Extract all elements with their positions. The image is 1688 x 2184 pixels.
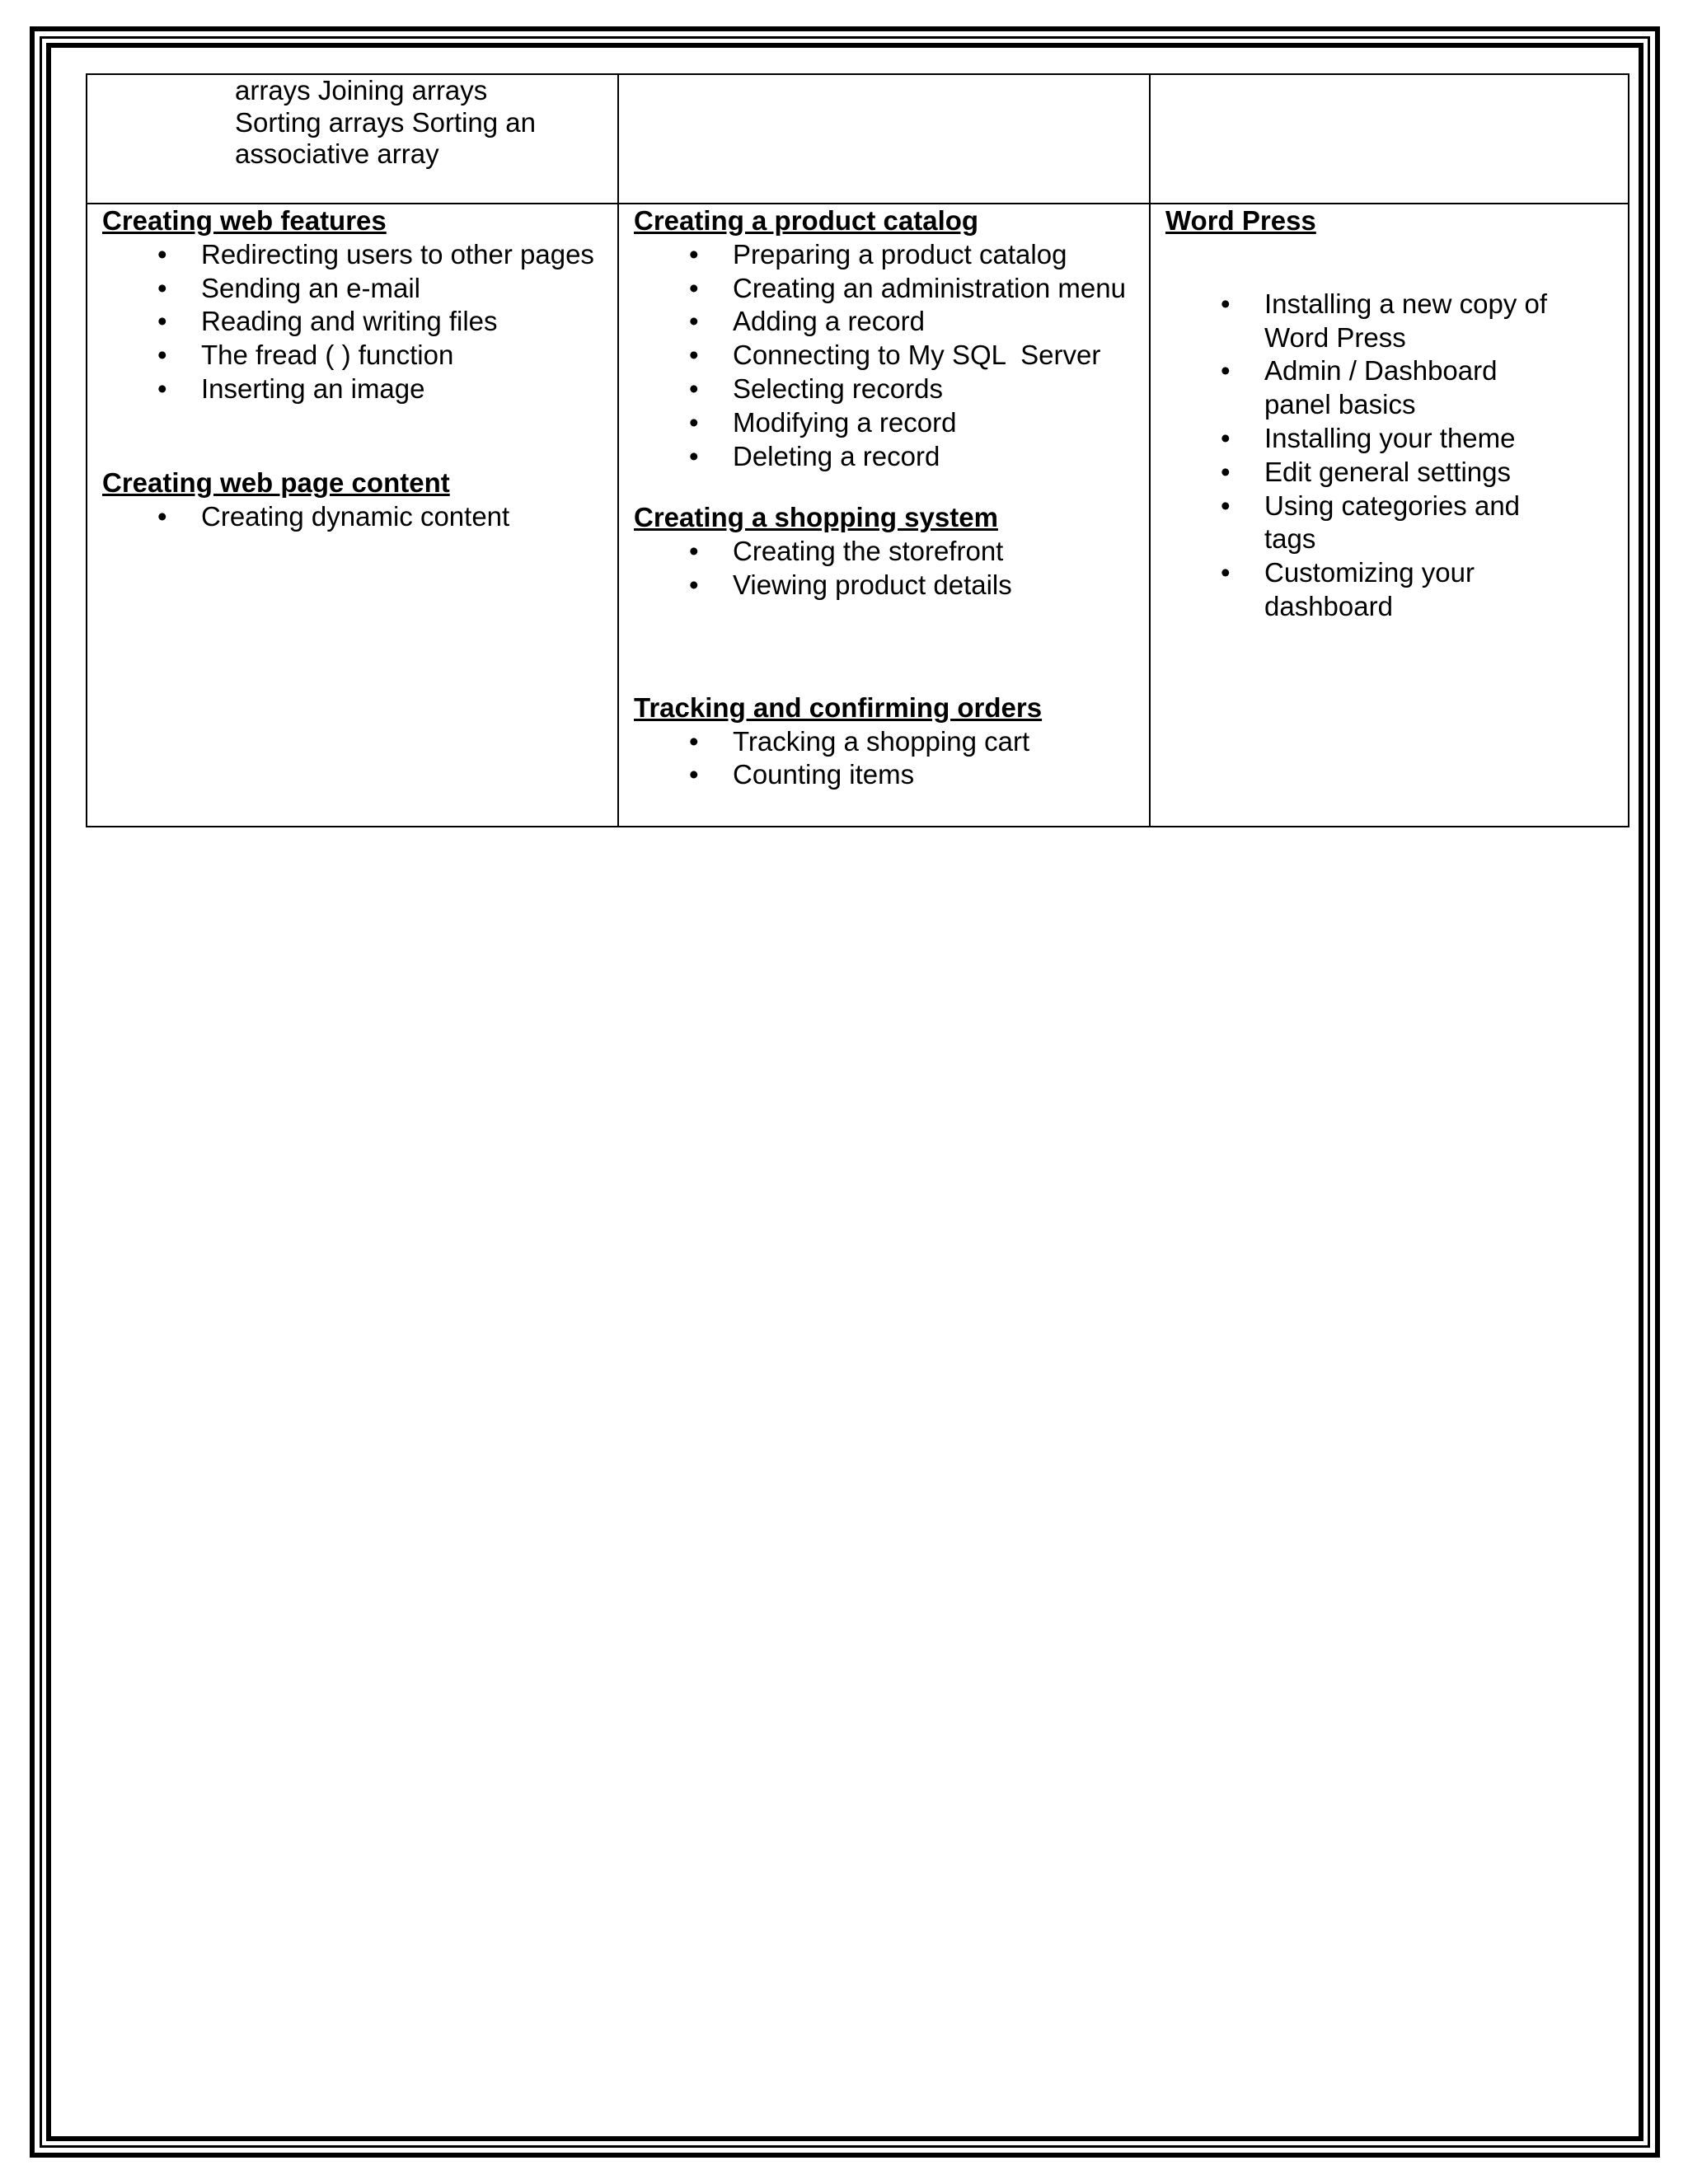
table-cell-empty [1150, 74, 1629, 204]
list-item: • Reading and writing files [102, 305, 606, 339]
bullet-list [1165, 288, 1553, 624]
list-item: • Redirecting users to other pages [102, 238, 606, 272]
course-outline-table [86, 73, 1629, 827]
list-item: • Creating the storefront [634, 535, 1137, 569]
list-item: • Installing a new copy of Word Press [1165, 288, 1553, 355]
section-heading: Tracking and confirming orders [634, 691, 1043, 723]
table-row [87, 204, 1629, 827]
list-item: • Customizing your dashboard [1165, 556, 1553, 624]
table-cell [87, 204, 618, 827]
table-row [87, 74, 1629, 204]
list-item: • Installing your theme [1165, 422, 1553, 456]
list-item: • Connecting to My SQL Server [634, 339, 1137, 373]
list-item: • Using categories and tags [1165, 490, 1553, 557]
section-heading: Word Press [1165, 205, 1316, 236]
list-item: • Modifying a record [634, 406, 1137, 440]
list-item: • Creating dynamic content [102, 500, 606, 534]
bullet-list [634, 535, 1137, 602]
section-heading: Creating web page content [102, 466, 450, 498]
list-item: • Inserting an image [102, 373, 606, 406]
list-item: • The fread ( ) function [102, 339, 606, 373]
table-cell-empty [618, 74, 1150, 204]
list-item: • Tracking a shopping cart [634, 725, 1137, 759]
column-content [87, 204, 617, 533]
bullet-list [102, 238, 606, 406]
list-item: • Admin / Dashboard panel basics [1165, 354, 1553, 422]
column-content [1151, 204, 1628, 624]
section-heading: Creating web features [102, 205, 387, 236]
list-item: • Viewing product details [634, 569, 1137, 602]
list-item: • Sending an e-mail [102, 272, 606, 306]
table-cell [87, 74, 618, 204]
list-item: • Adding a record [634, 305, 1137, 339]
list-item: • Counting items [634, 758, 1137, 792]
list-item: • Creating an administration menu [634, 272, 1137, 306]
bullet-list [634, 238, 1137, 474]
bullet-list [634, 725, 1137, 793]
section-heading: Creating a product catalog [634, 205, 979, 236]
table-cell [1150, 204, 1629, 827]
list-item: • Preparing a product catalog [634, 238, 1137, 272]
list-item: • Edit general settings [1165, 456, 1553, 490]
list-item: • Selecting records [634, 373, 1137, 406]
bullet-list [102, 500, 606, 534]
list-item: • Deleting a record [634, 440, 1137, 474]
section-heading: Creating a shopping system [634, 502, 998, 533]
continued-text: arrays Joining arrays Sorting arrays Sorting an associative array [235, 75, 537, 169]
column-content [619, 204, 1149, 792]
table-cell [618, 204, 1150, 827]
